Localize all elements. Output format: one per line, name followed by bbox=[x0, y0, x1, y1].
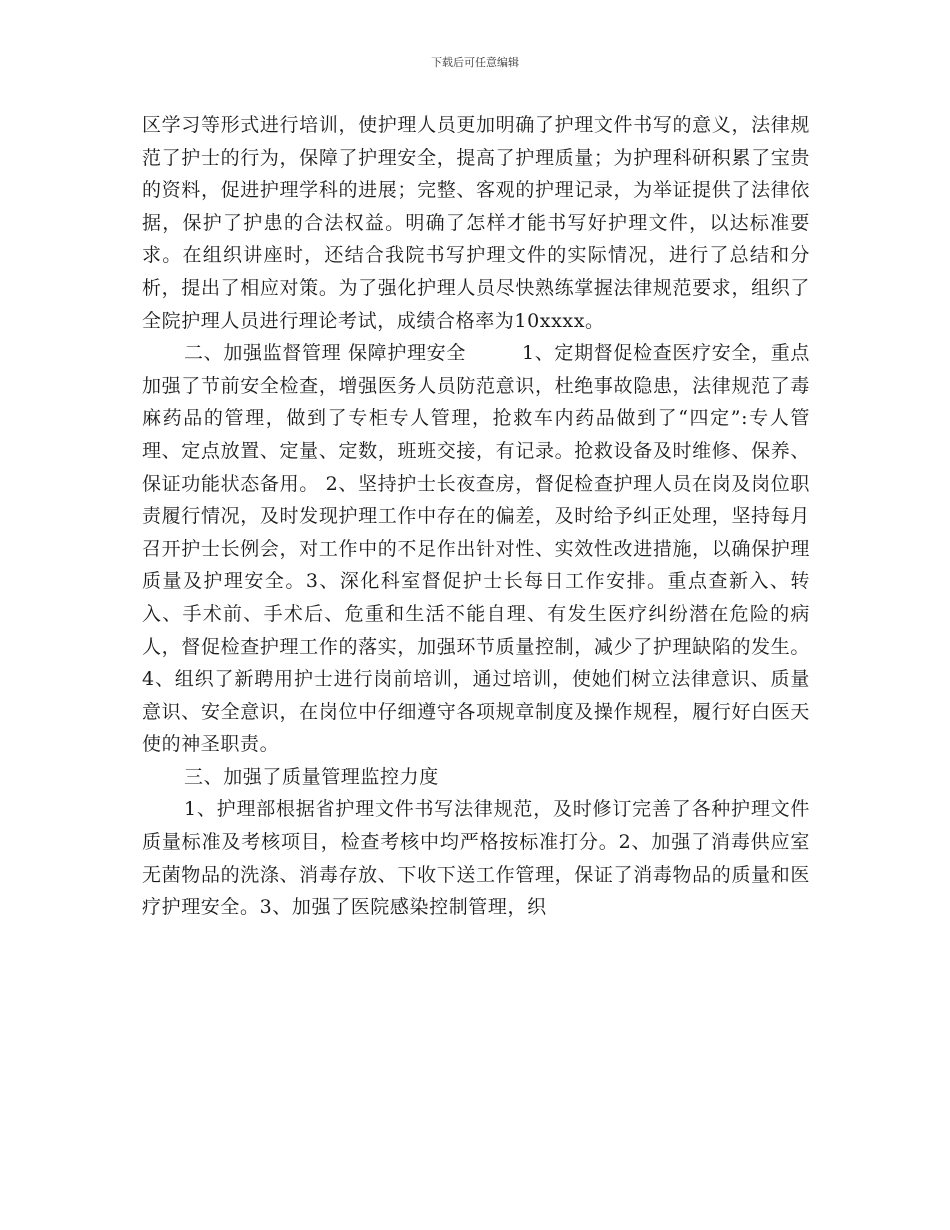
paragraph-training: 区学习等形式进行培训，使护理人员更加明确了护理文件书写的意义，法律规范了护士的行为，保障了护理安全，提高了护理质量；为护理科研积累了宝贵的资料，促进护理学科的进展；完整、客观的护理记录，为举证提供了法律依据，保护了护患的合法权益。明确了怎样才能书写好护理文件，以达标准要求。在组织讲座时，还结合我院书写护理文件的实际情况，进行了总结和分析，提出了相应对策。为了强化护理人员尽快熟练掌握法律规范要求，组织了全院护理人员进行理论考试，成绩合格率为10xxxx。 bbox=[142, 114, 810, 332]
section-heading-safety: 二、加强监督管理 保障护理安全 bbox=[184, 342, 467, 365]
paragraph-quality: 1、护理部根据省护理文件书写法律规范，及时修订完善了各种护理文件质量标准及考核项目，检查考核中均严格按标准打分。2、加强了消毒供应室无菌物品的洗涤、消毒存放、下收下送工作管理，保证了消毒物品的质量和医疗护理安全。3、加强了医院感染控制管理，织 bbox=[142, 798, 810, 919]
paragraph-safety-text: 1、定期督促检查医疗安全，重点加强了节前安全检查，增强医务人员防范意识，杜绝事故隐患，法律规范了毒麻药品的管理，做到了专柜专人管理，抢救车内药品做到了“四定”:专人管理、定点放置、定量、定数，班班交接，有记录。抢救设备及时维修、保养、保证功能状态备用。 2、坚持护士长夜查房，督促检查护理人员在岗及岗位职责履行情况，及时发现护理工作中存在的偏差，及时给予纠正处理，坚持每月召开护士长例会，对工作中的不足作出针对性、实效性改进措施，以确保护理质量及护理安全。3、深化科室督促护士长每日工作安排。重点查新入、转入、手术前、手术后、危重和生活不能自理、有发生医疗纠纷潜在危险的病人，督促检查护理工作的落实，加强环节质量控制，减少了护理缺陷的发生。4、组织了新聘用护士进行岗前培训，通过培训，使她们树立法律意识、质量意识、安全意识，在岗位中仔细遵守各项规章制度及操作规程，履行好白医天使的神圣职责。 bbox=[142, 342, 811, 756]
paragraph-safety bbox=[142, 337, 810, 761]
page-header: 下载后可任意编辑 bbox=[431, 56, 519, 69]
document-body bbox=[142, 109, 810, 924]
section-heading-quality: 三、加强了质量管理监控力度 bbox=[184, 765, 439, 788]
